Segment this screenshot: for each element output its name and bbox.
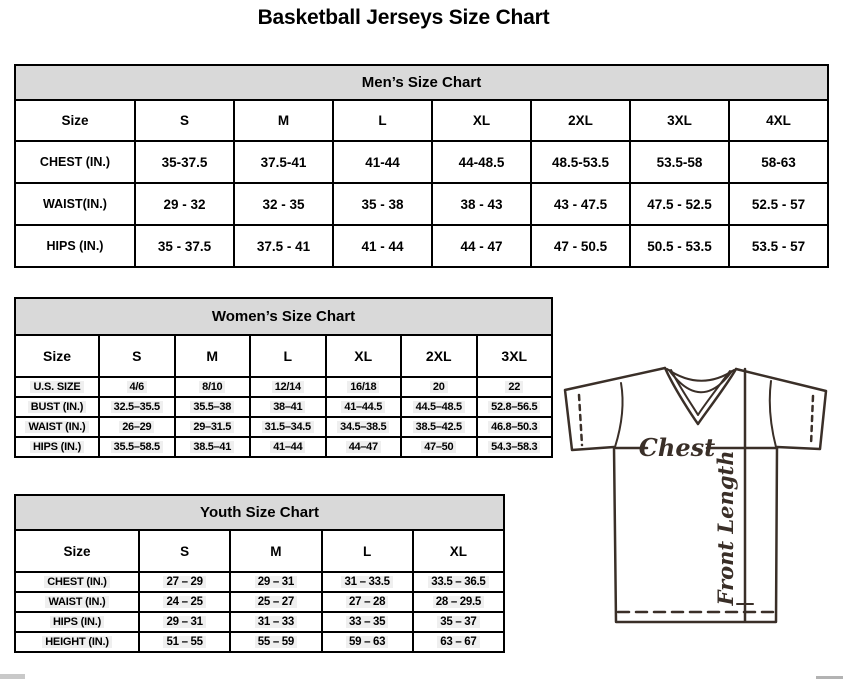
column-header: XL: [413, 530, 504, 572]
size-value-cell: 53.5-58: [630, 141, 729, 183]
size-value-cell: 52.5 - 57: [729, 183, 828, 225]
size-value-cell: 43 - 47.5: [531, 183, 630, 225]
size-value-cell: 28 – 29.5: [413, 592, 504, 612]
size-value-cell: 41 - 44: [333, 225, 432, 267]
size-value-cell: 35-37.5: [135, 141, 234, 183]
size-value-cell: 31 – 33.5: [322, 572, 413, 592]
size-value-cell: 33.5 – 36.5: [413, 572, 504, 592]
row-label: HIPS (IN.): [15, 437, 99, 457]
table-row: [15, 377, 552, 397]
row-label: HIPS (IN.): [15, 225, 135, 267]
size-value-cell: 35 - 38: [333, 183, 432, 225]
table-title: Men’s Size Chart: [15, 65, 828, 100]
row-label: HIPS (IN.): [15, 612, 139, 632]
right-cuff-dashes: [811, 396, 813, 445]
womens-size-chart-section: [14, 297, 553, 458]
size-value-cell: 29 - 32: [135, 183, 234, 225]
size-value-cell: 44–47: [326, 437, 402, 457]
size-value-cell: 32 - 35: [234, 183, 333, 225]
size-value-cell: 51 – 55: [139, 632, 230, 652]
size-value-cell: 58-63: [729, 141, 828, 183]
size-value-cell: 47.5 - 52.5: [630, 183, 729, 225]
page-title: Basketball Jerseys Size Chart: [257, 6, 550, 29]
size-value-cell: 47–50: [401, 437, 477, 457]
size-value-cell: 31 – 33: [230, 612, 321, 632]
size-value-cell: 37.5 - 41: [234, 225, 333, 267]
size-value-cell: 29–31.5: [175, 417, 251, 437]
size-value-cell: 46.8–50.3: [477, 417, 553, 437]
column-header: M: [175, 335, 251, 377]
right-armhole-seam: [770, 381, 776, 447]
column-header: L: [333, 100, 432, 141]
size-value-cell: 20: [401, 377, 477, 397]
size-value-cell: 38.5–42.5: [401, 417, 477, 437]
row-label: BUST (IN.): [15, 397, 99, 417]
youth-size-chart-table: [14, 494, 505, 653]
table-row: [15, 592, 504, 612]
table-title: Youth Size Chart: [15, 495, 504, 530]
size-value-cell: 38.5–41: [175, 437, 251, 457]
jersey-outline: [565, 368, 826, 622]
table-row: [15, 612, 504, 632]
table-title: Women’s Size Chart: [15, 298, 552, 335]
column-header: S: [139, 530, 230, 572]
youth-size-chart-section: [14, 494, 505, 653]
row-label: U.S. SIZE: [15, 377, 99, 397]
table-row: [15, 183, 828, 225]
size-value-cell: 59 – 63: [322, 632, 413, 652]
womens-size-chart-table: [14, 297, 553, 458]
column-header: 2XL: [401, 335, 477, 377]
size-value-cell: 29 – 31: [139, 612, 230, 632]
size-value-cell: 16/18: [326, 377, 402, 397]
row-label: WAIST(IN.): [15, 183, 135, 225]
size-value-cell: 44.5–48.5: [401, 397, 477, 417]
size-value-cell: 38 - 43: [432, 183, 531, 225]
column-header: 2XL: [531, 100, 630, 141]
size-value-cell: 52.8–56.5: [477, 397, 553, 417]
chest-label: Chest: [638, 433, 716, 462]
size-value-cell: 24 – 25: [139, 592, 230, 612]
mens-size-chart-table: [14, 64, 829, 268]
size-value-cell: 27 – 29: [139, 572, 230, 592]
size-value-cell: 47 - 50.5: [531, 225, 630, 267]
column-header: Size: [15, 100, 135, 141]
size-value-cell: 38–41: [250, 397, 326, 417]
column-header: Size: [15, 335, 99, 377]
left-cuff-dashes: [579, 395, 582, 445]
size-value-cell: 35 - 37.5: [135, 225, 234, 267]
scrollbar-fragment-left[interactable]: [0, 674, 25, 679]
row-label: CHEST (IN.): [15, 141, 135, 183]
size-value-cell: 41–44.5: [326, 397, 402, 417]
table-row: [15, 572, 504, 592]
size-value-cell: 27 – 28: [322, 592, 413, 612]
size-value-cell: 12/14: [250, 377, 326, 397]
size-value-cell: 44 - 47: [432, 225, 531, 267]
size-value-cell: 33 – 35: [322, 612, 413, 632]
column-header: 4XL: [729, 100, 828, 141]
size-value-cell: 22: [477, 377, 553, 397]
size-value-cell: 8/10: [175, 377, 251, 397]
front-length-label: Front Length: [713, 450, 738, 606]
table-row: [15, 417, 552, 437]
size-value-cell: 4/6: [99, 377, 175, 397]
size-value-cell: 29 – 31: [230, 572, 321, 592]
column-header: L: [250, 335, 326, 377]
table-row: [15, 632, 504, 652]
row-label: CHEST (IN.): [15, 572, 139, 592]
size-value-cell: 37.5-41: [234, 141, 333, 183]
column-header: L: [322, 530, 413, 572]
row-label: WAIST (IN.): [15, 417, 99, 437]
table-row: [15, 397, 552, 417]
size-value-cell: 48.5-53.5: [531, 141, 630, 183]
table-row: [15, 225, 828, 267]
size-value-cell: 41–44: [250, 437, 326, 457]
size-value-cell: 55 – 59: [230, 632, 321, 652]
size-value-cell: 50.5 - 53.5: [630, 225, 729, 267]
column-header: Size: [15, 530, 139, 572]
size-value-cell: 54.3–58.3: [477, 437, 553, 457]
jersey-measurement-diagram: [555, 360, 843, 662]
size-value-cell: 44-48.5: [432, 141, 531, 183]
size-value-cell: 63 – 67: [413, 632, 504, 652]
column-header: S: [99, 335, 175, 377]
size-value-cell: 35.5–38: [175, 397, 251, 417]
left-armhole-seam: [615, 383, 623, 447]
row-label: HEIGHT (IN.): [15, 632, 139, 652]
size-value-cell: 53.5 - 57: [729, 225, 828, 267]
size-value-cell: 34.5–38.5: [326, 417, 402, 437]
size-value-cell: 26–29: [99, 417, 175, 437]
column-header: XL: [326, 335, 402, 377]
size-value-cell: 41-44: [333, 141, 432, 183]
column-header: 3XL: [477, 335, 553, 377]
table-row: [15, 437, 552, 457]
row-label: WAIST (IN.): [15, 592, 139, 612]
column-header: S: [135, 100, 234, 141]
column-header: XL: [432, 100, 531, 141]
size-value-cell: 35.5–58.5: [99, 437, 175, 457]
column-header: 3XL: [630, 100, 729, 141]
size-value-cell: 32.5–35.5: [99, 397, 175, 417]
size-value-cell: 25 – 27: [230, 592, 321, 612]
column-header: M: [230, 530, 321, 572]
size-value-cell: 31.5–34.5: [250, 417, 326, 437]
table-row: [15, 141, 828, 183]
size-value-cell: 35 – 37: [413, 612, 504, 632]
column-header: M: [234, 100, 333, 141]
mens-size-chart-section: [14, 64, 829, 268]
